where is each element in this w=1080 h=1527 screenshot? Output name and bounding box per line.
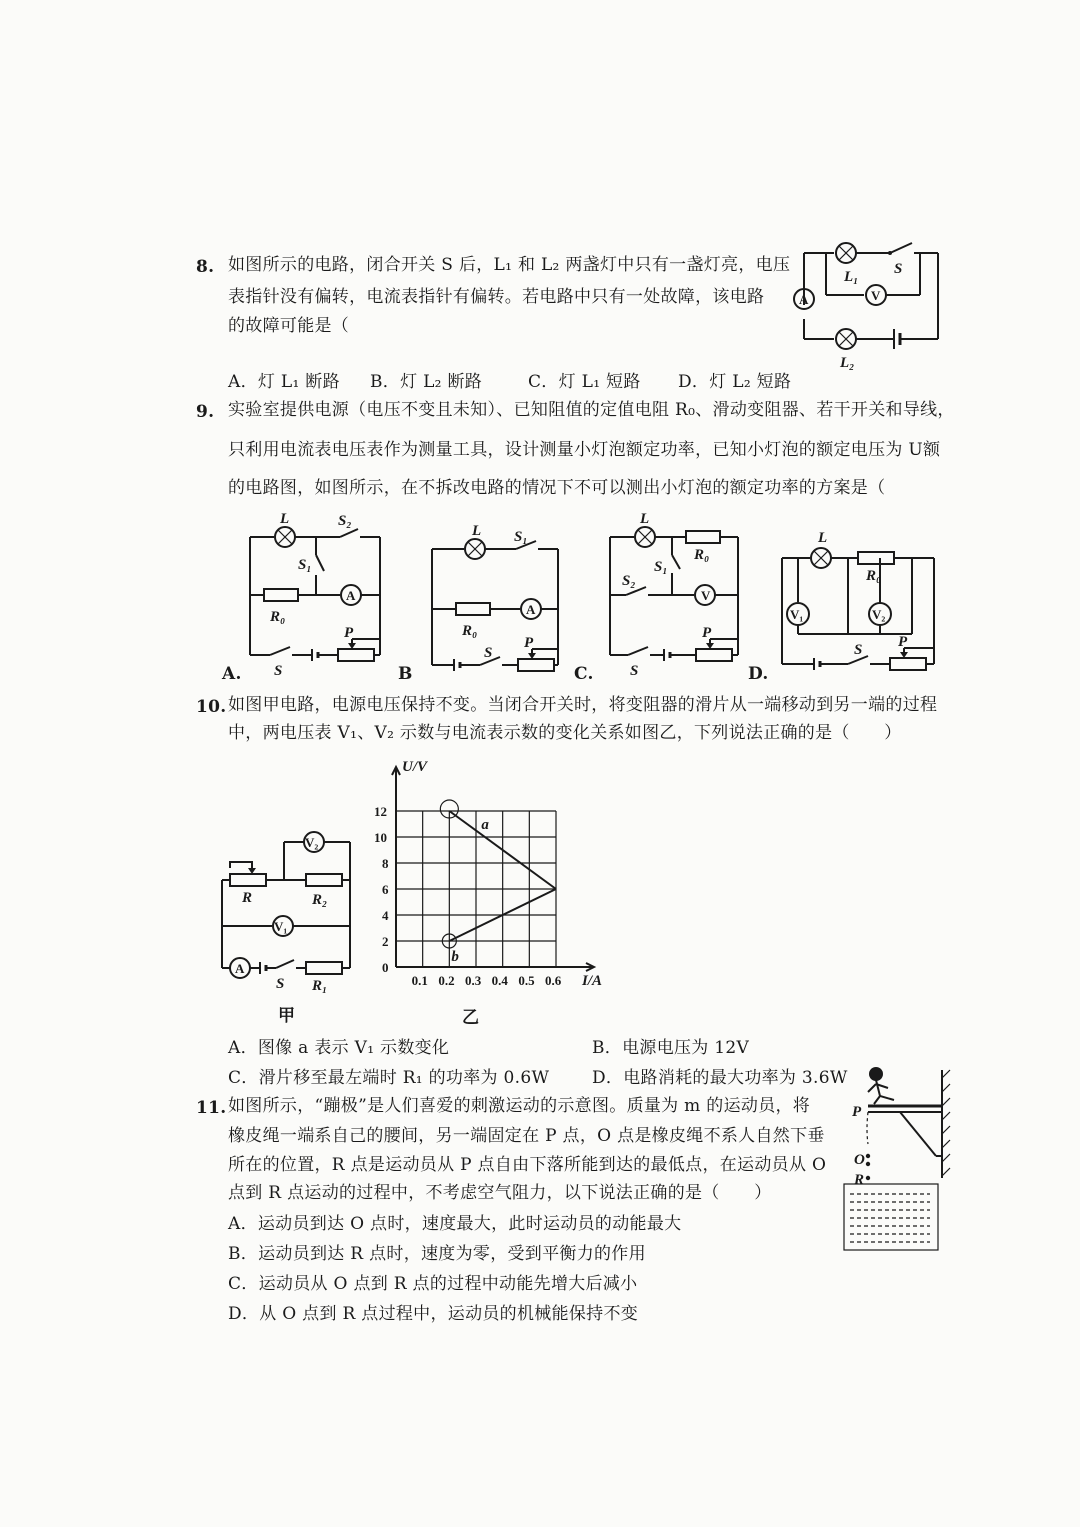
q9a-label-r0: R₀: [270, 609, 286, 625]
q9-line-3: 的电路图，如图所示，在不拆改电路的情况下不可以测出小灯泡的额定功率的方案是（: [228, 478, 886, 498]
q9-circuit-b: [428, 525, 568, 675]
q11-option-b: B．运动员到达 R 点时，速度为零，受到平衡力的作用: [228, 1244, 646, 1264]
q9c-label-s: S: [630, 663, 639, 679]
x-tick-label: 0.3: [465, 973, 482, 988]
q8-fig-label-voltmeter: V: [871, 288, 881, 303]
q9-circuit-c: [606, 511, 746, 679]
q11-line-4: 点到 R 点运动的过程中，不考虑空气阻力，以下说法正确的是（ ）: [228, 1183, 772, 1203]
q9a-label-s: S: [274, 663, 283, 679]
q9-figure-d-label: D.: [748, 664, 769, 684]
q9b-label-p: P: [524, 635, 534, 651]
q8-option-a: A．灯 L₁ 断路: [228, 372, 340, 392]
q8-option-d: D．灯 L₂ 短路: [678, 372, 792, 392]
q10-fig-label-r: R: [242, 890, 253, 906]
q9b-label-r0: R₀: [462, 623, 478, 639]
series-label-a: a: [481, 817, 489, 833]
q9d-label-v2: V₂: [872, 607, 886, 622]
q9a-label-p: P: [344, 625, 354, 641]
q9d-label-p: P: [898, 634, 908, 650]
q10-option-c: C．滑片移至最左端时 R₁ 的功率为 0.6W: [228, 1068, 550, 1088]
q9c-label-s1: S₁: [654, 559, 668, 575]
q8-line-1: 如图所示的电路，闭合开关 S 后，L₁ 和 L₂ 两盏灯中只有一盏灯亮，电压: [228, 255, 791, 275]
q9b-label-l: L: [472, 523, 482, 539]
x-tick-label: 0.1: [411, 973, 428, 988]
q10-fig-label-r2: R₂: [312, 892, 328, 908]
q9d-label-s: S: [854, 642, 863, 658]
q9b-label-s1: S₁: [514, 529, 528, 545]
q10-fig-label-ammeter: A: [235, 961, 245, 976]
y-tick-label: 0: [382, 960, 389, 975]
q10-circuit-jia: [212, 828, 362, 994]
q11-fig-label-r: R: [854, 1172, 865, 1188]
q9-figure-a-label: A.: [222, 664, 242, 684]
q10-option-a: A．图像 a 表示 V₁ 示数变化: [228, 1038, 450, 1058]
q10-figure-jia-label: 甲: [278, 1006, 296, 1026]
q9-figure-c-label: C.: [574, 664, 594, 684]
q9a-label-s2: S₂: [338, 513, 352, 529]
q8-fig-label-ammeter: A: [799, 292, 809, 307]
q9d-label-l: L: [818, 530, 828, 546]
q11-bungee-figure: [838, 1060, 968, 1260]
q9d-label-v1: V₁: [790, 607, 804, 622]
x-tick-label: 0.6: [545, 973, 562, 988]
q8-option-b: B．灯 L₂ 断路: [370, 372, 483, 392]
q9c-label-p: P: [702, 625, 712, 641]
y-tick-label: 12: [374, 804, 387, 819]
q8-line-3: 的故障可能是（: [228, 316, 350, 336]
q9-line-2: 只利用电流表电压表作为测量工具，设计测量小灯泡额定功率，已知小灯泡的额定电压为 U额: [228, 440, 941, 460]
y-tick-label: 6: [382, 882, 389, 897]
series-label-b: b: [451, 949, 459, 965]
q8-fig-label-l1: L₁: [844, 269, 859, 285]
y-tick-label: 8: [382, 856, 389, 871]
q8-fig-label-l2: L₂: [840, 355, 855, 371]
q11-line-3: 所在的位置，R 点是运动员从 P 点自由下落所能到达的最低点，在运动员从 O: [228, 1155, 827, 1175]
q8-number: 8.: [196, 257, 215, 277]
y-tick-label: 4: [382, 908, 389, 923]
q9c-label-l: L: [640, 511, 650, 527]
q9a-label-l: L: [280, 511, 290, 527]
q10-fig-label-v2: V₂: [305, 835, 319, 850]
q11-option-d: D．从 O 点到 R 点过程中，运动员的机械能保持不变: [228, 1304, 639, 1324]
q9c-label-r0: R₀: [694, 547, 710, 563]
q11-option-a: A．运动员到达 O 点时，速度最大，此时运动员的动能最大: [228, 1214, 682, 1234]
q9-circuit-a: [240, 511, 390, 679]
x-tick-label: 0.5: [518, 973, 535, 988]
q9-figure-b-label: B: [398, 664, 413, 684]
q11-fig-label-p: P: [852, 1104, 862, 1120]
q9d-label-r0: R₀: [866, 568, 882, 584]
q10-line-2: 中，两电压表 V₁、V₂ 示数与电流表示数的变化关系如图乙，下列说法正确的是（ ）: [228, 723, 902, 743]
q10-fig-label-s: S: [276, 976, 285, 992]
q9b-label-s: S: [484, 645, 493, 661]
q9-number: 9.: [196, 402, 215, 422]
q8-circuit-diagram: [790, 235, 950, 375]
q8-line-2: 表指针没有偏转，电流表指针有偏转。若电路中只有一处故障，该电路: [228, 287, 765, 307]
x-axis-label: I/A: [582, 973, 603, 989]
q10-number: 10.: [196, 697, 227, 717]
q9b-label-ammeter: A: [526, 602, 536, 617]
q11-fig-label-o: O: [854, 1152, 865, 1168]
q11-line-2: 橡皮绳一端系自己的腰间，另一端固定在 P 点，O 点是橡皮绳不系人自然下垂: [228, 1126, 825, 1146]
q8-option-c: C．灯 L₁ 短路: [528, 372, 641, 392]
q10-fig-label-v1: V₁: [274, 919, 288, 934]
q11-number: 11.: [196, 1098, 227, 1118]
q9-circuit-d: [778, 530, 938, 670]
q10-fig-label-r1: R₁: [312, 978, 328, 994]
q10-option-b: B．电源电压为 12V: [592, 1038, 750, 1058]
x-tick-label: 0.4: [491, 973, 508, 988]
q9-line-1: 实验室提供电源（电压不变且未知）、已知阻值的定值电阻 R₀、滑动变阻器、若干开关和导线，: [228, 400, 955, 420]
y-tick-label: 10: [374, 830, 387, 845]
q10-chart-yi: [360, 755, 603, 995]
q9c-label-s2: S₂: [622, 573, 636, 589]
q8-fig-label-s: S: [894, 261, 903, 277]
q10-option-d: D．电路消耗的最大功率为 3.6W: [592, 1068, 848, 1088]
q10-line-1: 如图甲电路，电源电压保持不变。当闭合开关时，将变阻器的滑片从一端移动到另一端的过程: [228, 695, 938, 715]
y-tick-label: 2: [382, 934, 389, 949]
x-tick-label: 0.2: [438, 973, 455, 988]
q9c-label-voltmeter: V: [701, 588, 711, 603]
q9a-label-s1: S₁: [298, 557, 312, 573]
y-axis-label: U/V: [402, 759, 428, 775]
q9a-label-ammeter: A: [346, 588, 356, 603]
q11-option-c: C．运动员从 O 点到 R 点的过程中动能先增大后减小: [228, 1274, 638, 1294]
q11-line-1: 如图所示，“蹦极”是人们喜爱的刺激运动的示意图。质量为 m 的运动员，将: [228, 1096, 811, 1116]
q10-figure-yi-label: 乙: [462, 1008, 480, 1028]
